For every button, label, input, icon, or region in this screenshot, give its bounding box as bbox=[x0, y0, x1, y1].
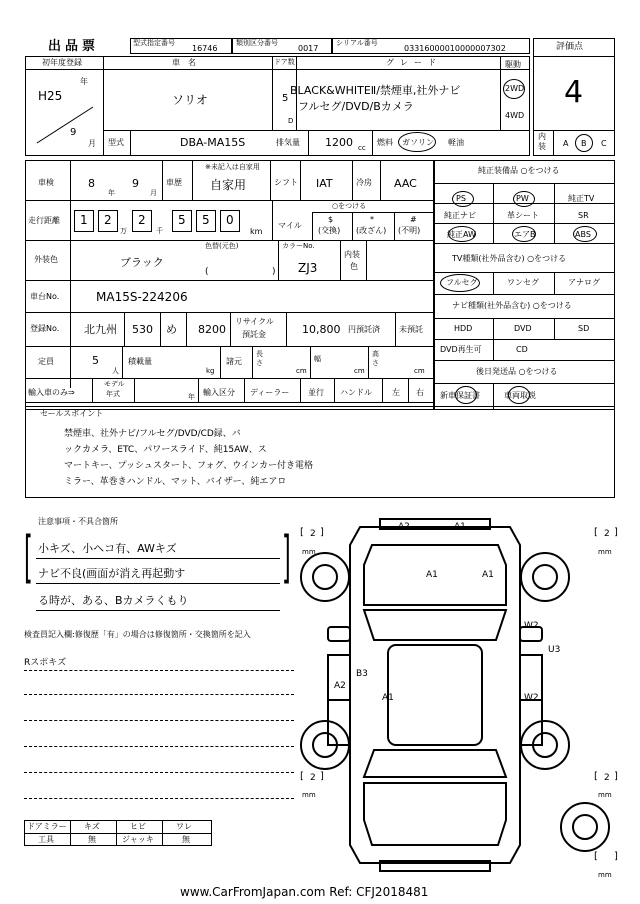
tire-rr-value: 2 bbox=[604, 773, 610, 783]
interior-label: 内装 bbox=[538, 132, 546, 151]
tools-h3: ヒビ bbox=[130, 822, 146, 831]
shift-value: IAT bbox=[316, 177, 333, 190]
reg-number: 8200 bbox=[198, 323, 226, 336]
notes-line3: る時が、ある、Bカメラくもり bbox=[38, 594, 189, 607]
import-label: 輸入車のみ⇒ bbox=[28, 388, 75, 397]
notes-label: 注意事項・不具合箇所 bbox=[38, 517, 118, 526]
ac-value: AAC bbox=[394, 177, 417, 190]
tools-r1: 工具 bbox=[38, 835, 54, 844]
doors-label: ドア数 bbox=[274, 58, 295, 66]
tire-rr-unit: mm bbox=[598, 791, 612, 799]
type-label: 型式 bbox=[108, 138, 124, 147]
serial-no: 03316000010000007302 bbox=[404, 44, 506, 53]
first-reg-year: H25 bbox=[38, 89, 63, 103]
shift-label: シフト bbox=[274, 178, 298, 187]
mark-a1-hood-right: A1 bbox=[482, 570, 494, 580]
equip-tv: 純正TV bbox=[568, 194, 595, 203]
sheet-title: 出品票 bbox=[48, 39, 100, 54]
fuel-gas: ガソリン bbox=[402, 138, 434, 147]
model-no: 16746 bbox=[192, 44, 218, 53]
tools-r4: 無 bbox=[182, 835, 190, 844]
equip-title: 純正装備品 ○をつける bbox=[478, 166, 560, 175]
int-color-label2: 色 bbox=[350, 262, 358, 271]
mileage-mile: マイル bbox=[278, 221, 302, 230]
drive-label: 駆動 bbox=[505, 60, 521, 69]
sales-line4: ミラー、革巻きハンドル、マット、バイザー、純エアロ bbox=[64, 477, 287, 487]
car-name-label: 車名 bbox=[172, 58, 204, 67]
inspect-year-unit: 年 bbox=[108, 189, 115, 197]
tire-fr-unit: mm bbox=[598, 548, 612, 556]
drive-2wd: 2WD bbox=[505, 84, 525, 93]
fuel-label: 燃料 bbox=[377, 138, 393, 147]
division-label: 輸入区分 bbox=[203, 388, 235, 397]
len-unit: cm bbox=[296, 367, 307, 375]
equip-leather: 革シート bbox=[507, 211, 539, 220]
handle-left: 左 bbox=[392, 388, 400, 397]
color-label: 外装色 bbox=[34, 255, 58, 264]
year-unit: 年 bbox=[80, 77, 88, 86]
doors-sub: D bbox=[288, 117, 294, 125]
class-no-label: 類別区分番号 bbox=[236, 39, 278, 47]
ac-label: 冷房 bbox=[356, 178, 372, 187]
recycle-value: 10,800 bbox=[302, 323, 341, 336]
model-year-unit: 年 bbox=[188, 393, 195, 401]
equip-pw: PW bbox=[516, 194, 529, 203]
recycle-unit: 円預託済 bbox=[348, 325, 380, 334]
navi-hdd: HDD bbox=[454, 324, 473, 333]
mark-a1-left: A1 bbox=[382, 693, 394, 703]
navi-sd: SD bbox=[578, 324, 590, 333]
disp-value: 1200 bbox=[325, 136, 353, 149]
mark-a1-front: A1 bbox=[454, 522, 466, 532]
grade-line2: フルセグ/DVD/Bカメラ bbox=[298, 100, 414, 113]
equip-sr: SR bbox=[578, 211, 589, 220]
len-label: 長さ bbox=[256, 350, 263, 367]
tools-h4: ワレ bbox=[176, 822, 192, 831]
tire-fl-unit: mm bbox=[302, 548, 316, 556]
navi-cd: CD bbox=[516, 345, 528, 354]
opt-unknown: (不明) bbox=[398, 226, 421, 235]
mileage-circle-note: ○をつける bbox=[332, 202, 367, 210]
chassis-value: MA15S-224206 bbox=[96, 290, 188, 304]
equip-aw: 純正AW bbox=[447, 230, 476, 239]
inspector-label: 検査員記入欄:修復歴「有」の場合は修復箇所・交換箇所を記入 bbox=[24, 630, 251, 639]
model-year-label1: モデル bbox=[104, 380, 125, 388]
inspect-label: 車検 bbox=[38, 178, 54, 187]
recycle-unpaid: 未預託 bbox=[399, 325, 423, 334]
inspector-line: Rスポキズ bbox=[24, 658, 67, 668]
mark-a1-hood-left: A1 bbox=[426, 570, 438, 580]
equip-abs: ABS bbox=[575, 230, 591, 239]
tv-analog: アナログ bbox=[568, 278, 600, 287]
interior-c: C bbox=[601, 139, 607, 148]
load-label: 積載量 bbox=[128, 357, 152, 366]
score-label: 評価点 bbox=[556, 42, 584, 52]
recycle-label1: リサイクル bbox=[235, 317, 274, 326]
reg-kana: め bbox=[166, 323, 177, 336]
sales-label: セールスポイント bbox=[40, 409, 104, 418]
opt-exchange-sym: $ bbox=[328, 215, 334, 224]
opt-exchange: (交換) bbox=[318, 226, 341, 235]
notes-line2: ナビ不良(画面が消え再起動す bbox=[38, 567, 186, 580]
notes-line1: 小キズ、小ヘコ有、AWキズ bbox=[38, 542, 177, 555]
color-value: ブラック bbox=[120, 256, 164, 269]
colorno-value: ZJ3 bbox=[298, 261, 318, 275]
inspect-month: 9 bbox=[132, 177, 139, 190]
interior-a: A bbox=[563, 139, 569, 148]
color-change-label: 色替(元色) bbox=[205, 242, 239, 250]
drive-4wd: 4WD bbox=[505, 111, 525, 120]
handle-label: ハンドル bbox=[340, 388, 372, 397]
tv-title: TV種類(社外品含む) ○をつける bbox=[452, 254, 567, 263]
fuel-kei: 軽油 bbox=[448, 138, 464, 147]
mileage-d5: 5 bbox=[202, 213, 210, 227]
wid-label: 幅 bbox=[314, 355, 321, 363]
slash-line bbox=[35, 105, 95, 145]
mileage-man: 万 bbox=[120, 227, 127, 235]
first-reg-month: 9 bbox=[70, 127, 77, 138]
send-warranty: 新車保証書 bbox=[440, 391, 480, 400]
tire-spare-unit: mm bbox=[598, 871, 612, 879]
division-parallel: 並行 bbox=[308, 388, 324, 397]
send-manual: 車両取説 bbox=[504, 391, 536, 400]
navi-dvdplay: DVD再生可 bbox=[440, 345, 482, 354]
handle-right: 右 bbox=[416, 388, 424, 397]
disp-unit: cc bbox=[358, 144, 366, 152]
inspect-month-unit: 月 bbox=[150, 189, 157, 197]
tire-fl-value: 2 bbox=[310, 529, 316, 539]
colorno-label: カラーNo. bbox=[282, 242, 315, 250]
int-color-label1: 内装 bbox=[344, 250, 360, 259]
mileage-d1: 1 bbox=[80, 213, 88, 227]
chassis-label: 車台No. bbox=[30, 292, 60, 301]
send-title: 後日発送品 ○をつける bbox=[476, 367, 558, 376]
reg-area: 北九州 bbox=[84, 323, 117, 336]
inspect-year: 8 bbox=[88, 177, 95, 190]
model-no-label: 型式指定番号 bbox=[133, 39, 175, 47]
tire-rl-value: 2 bbox=[310, 773, 316, 783]
tv-fullseg: フルセグ bbox=[446, 278, 478, 287]
reg-label: 登録No. bbox=[30, 324, 60, 333]
mileage-d6: 0 bbox=[226, 213, 234, 227]
month-unit: 月 bbox=[88, 139, 96, 148]
interior-b: B bbox=[581, 139, 587, 148]
mileage-d3: 2 bbox=[138, 213, 146, 227]
history-note: ※未記入は自家用 bbox=[205, 163, 260, 171]
mark-w2-right-front: W2 bbox=[524, 621, 539, 631]
car-name: ソリオ bbox=[172, 93, 208, 107]
serial-label: シリアル番号 bbox=[336, 39, 378, 47]
mileage-label: 走行距離 bbox=[28, 216, 60, 225]
history-value: 自家用 bbox=[210, 178, 247, 192]
grade-line1: BLACK&WHITEⅡ/禁煙車,社外ナビ bbox=[290, 84, 461, 97]
model-year-label2: 年式 bbox=[106, 390, 120, 398]
tire-fr-value: 2 bbox=[604, 529, 610, 539]
division-dealer: ディーラー bbox=[250, 388, 290, 397]
score-value: 4 bbox=[564, 75, 584, 110]
mileage-d2: 2 bbox=[104, 213, 112, 227]
equip-airbag: エアB bbox=[514, 230, 536, 239]
sales-line1: 禁煙車、社外ナビ/フルセグ/DVD/CD録、バ bbox=[64, 429, 241, 439]
recycle-label2: 預託金 bbox=[242, 330, 266, 339]
opt-tamper: (改ざん) bbox=[356, 226, 387, 235]
load-unit: kg bbox=[206, 367, 215, 375]
mileage-km: km bbox=[250, 227, 263, 236]
navi-title: ナビ種類(社外品含む) ○をつける bbox=[452, 301, 572, 310]
tools-h2: キズ bbox=[84, 822, 100, 831]
tv-oneseg: ワンセグ bbox=[507, 278, 539, 287]
tools-r2: 無 bbox=[88, 835, 96, 844]
class-no: 0017 bbox=[298, 44, 319, 53]
wid-unit: cm bbox=[354, 367, 365, 375]
footer-text: www.CarFromJapan.com Ref: CFJ2018481 bbox=[180, 885, 429, 899]
mark-w2-right-rear: W2 bbox=[524, 693, 539, 703]
reg-class: 530 bbox=[132, 323, 153, 336]
cap-value: 5 bbox=[92, 354, 99, 367]
sales-line3: マートキー、プッシュスタート、フォグ、ウインカー付き電格 bbox=[64, 461, 313, 471]
mark-a2-left: A2 bbox=[334, 681, 346, 691]
type-value: DBA-MA15S bbox=[180, 136, 246, 149]
equip-navi: 純正ナビ bbox=[444, 211, 476, 220]
opt-unknown-sym: # bbox=[410, 215, 417, 224]
mark-b3-left: B3 bbox=[356, 669, 368, 679]
equip-ps: PS bbox=[456, 194, 466, 203]
tools-h1: ドアミラー bbox=[27, 822, 67, 831]
grade-label: グレード bbox=[386, 58, 442, 67]
car-damage-diagram bbox=[300, 515, 630, 875]
mileage-sen: 千 bbox=[156, 227, 163, 235]
cap-unit: 人 bbox=[112, 367, 119, 375]
navi-dvd: DVD bbox=[514, 324, 532, 333]
tools-r3: ジャッキ bbox=[122, 835, 154, 844]
doors-value: 5 bbox=[282, 93, 289, 104]
disp-label: 排気量 bbox=[276, 138, 300, 147]
mark-u3-right: U3 bbox=[548, 645, 561, 655]
dim-label: 諸元 bbox=[226, 357, 242, 366]
sales-line2: ックカメラ、ETC、パワースライド、純15AW、ス bbox=[64, 445, 267, 455]
hgt-label: 高さ bbox=[372, 350, 379, 367]
tire-rl-unit: mm bbox=[302, 791, 316, 799]
cap-label: 定員 bbox=[38, 357, 54, 366]
mileage-d4: 5 bbox=[178, 213, 186, 227]
history-label: 車歴 bbox=[166, 178, 182, 187]
hgt-unit: cm bbox=[414, 367, 425, 375]
opt-tamper-sym: * bbox=[370, 215, 374, 224]
mark-a2-front: A2 bbox=[398, 522, 410, 532]
first-reg-label: 初年度登録 bbox=[42, 58, 82, 67]
